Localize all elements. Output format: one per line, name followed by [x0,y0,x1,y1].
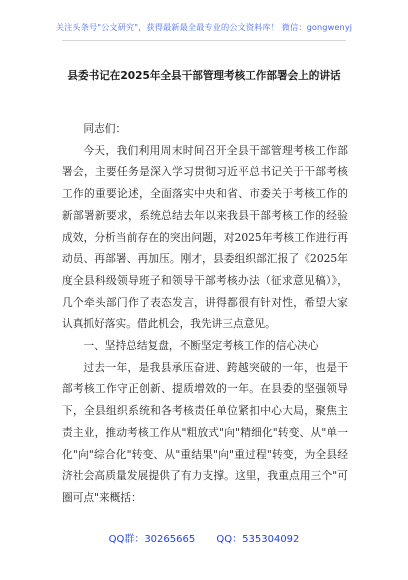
section-heading-1: 一、坚持总结复盘，不断坚定考核工作的信心决心 [83,339,319,353]
document-title: 县委书记在2025年全县干部管理考核工作部署会上的讲话 [67,70,341,82]
header-banner: 关注头条号"公文研究"，获得最新最全最专业的公文资料库！ 微信：gongwenyj [55,22,353,32]
document-body [62,118,348,509]
greeting: 同志们： [83,122,127,135]
header-divider [62,40,346,41]
paragraph-review: 过去一年，是我县承压奋进、跨越突破的一年，也是干部考核工作守正创新、提质增效的一年。在县委的坚强领导下，全县组织系统和各考核责任单位紧扣中心大局，聚焦主责主业，推动考核工作从"粗放式"向"精细化"转变、从"单一化"向"综合化"转变、从"重结果"向"重过程"转变，为全县经济社会高质量发展提供了有力支撑。这里，我重点用三个"可圈可点"来概括： [62,360,348,504]
qq-number-link[interactable]: QQ：535304092 [216,534,300,545]
footer-contact [0,530,408,545]
paragraph-intro: 今天，我们利用周末时间召开全县干部管理考核工作部署会，主要任务是深入学习贯彻习近平总书记关于干部考核工作的重要论述，全面落实中央和省、市委关于考核工作的新部署新要求，系统总结去年以来我县干部考核工作的经验成效，分析当前存在的突出问题，对2025年考核工作进行再动员、再部署、再加压。刚才，县委组织部汇报了《2025年度全县科级领导班子和领导干部考核办法（征求意见稿）》，几个牵头部门作了表态发言，讲得都很有针对性，希望大家认真抓好落实。借此机会，我先讲三点意见。 [62,143,348,331]
qq-group-link[interactable]: QQ群：30265665 [108,534,196,545]
